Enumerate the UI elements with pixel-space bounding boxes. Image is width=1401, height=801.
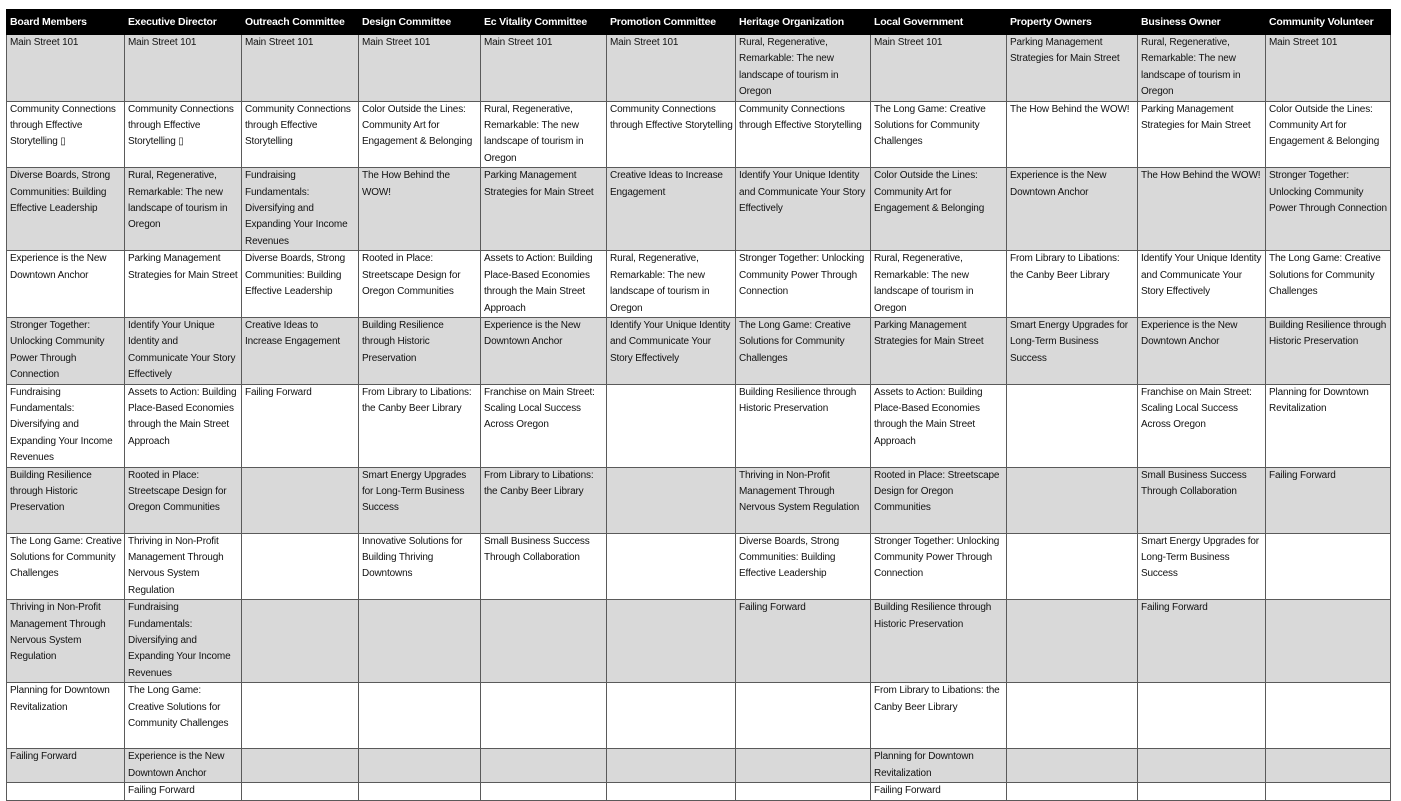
table-cell[interactable]: Diverse Boards, Strong Communities: Building Effective Leadership [7,168,125,251]
table-cell[interactable]: Parking Management Strategies for Main Street [481,168,607,251]
table-cell[interactable]: Color Outside the Lines: Community Art for Engagement & Belonging [1266,101,1391,168]
table-cell[interactable]: Stronger Together: Unlocking Community Power Through Connection [7,317,125,384]
table-cell[interactable]: Identify Your Unique Identity and Communicate Your Story Effectively [607,317,736,384]
table-cell[interactable]: Small Business Success Through Collaboration [481,533,607,600]
column-header: Board Members [7,10,125,35]
table-cell[interactable]: Fundraising Fundamentals: Diversifying and Expanding Your Income Revenues [7,384,125,467]
table-cell[interactable] [607,533,736,600]
table-cell[interactable]: Rooted in Place: Streetscape Design for Oregon Communities [359,251,481,318]
table-cell[interactable]: Rural, Regenerative, Remarkable: The new landscape of tourism in Oregon [607,251,736,318]
table-cell[interactable] [607,600,736,683]
table-cell[interactable]: Creative Ideas to Increase Engagement [242,317,359,384]
table-cell[interactable]: Main Street 101 [1266,35,1391,102]
table-cell[interactable]: Parking Management Strategies for Main Street [125,251,242,318]
table-cell[interactable]: Building Resilience through Historic Preservation [736,384,871,467]
table-cell[interactable]: Parking Management Strategies for Main Street [1007,35,1138,102]
table-cell[interactable]: Franchise on Main Street: Scaling Local Success Across Oregon [481,384,607,467]
table-cell[interactable]: Smart Energy Upgrades for Long-Term Business Success [1138,533,1266,600]
table-cell[interactable]: Rural, Regenerative, Remarkable: The new landscape of tourism in Oregon [125,168,242,251]
table-cell[interactable]: Small Business Success Through Collaboration [1138,467,1266,533]
table-cell[interactable] [242,749,359,783]
table-cell[interactable] [1007,533,1138,600]
table-cell[interactable]: Smart Energy Upgrades for Long-Term Business Success [1007,317,1138,384]
table-cell[interactable]: The Long Game: Creative Solutions for Community Challenges [7,533,125,600]
table-cell[interactable] [1138,683,1266,749]
column-header: Outreach Committee [242,10,359,35]
column-header: Local Government [871,10,1007,35]
table-row [7,533,1391,600]
table-cell[interactable] [1266,533,1391,600]
table-cell[interactable] [1007,783,1138,801]
table-cell[interactable] [1138,783,1266,801]
table-cell[interactable]: Main Street 101 [871,35,1007,102]
table-row [7,101,1391,168]
table-cell[interactable]: Community Connections through Effective Storytelling ▯ [7,101,125,168]
table-cell[interactable] [607,467,736,533]
table-cell[interactable] [607,749,736,783]
table-cell[interactable] [481,783,607,801]
table-cell[interactable] [481,600,607,683]
table-cell[interactable] [1266,683,1391,749]
table-cell[interactable]: Parking Management Strategies for Main Street [1138,101,1266,168]
table-cell[interactable] [1007,749,1138,783]
table-cell[interactable]: Failing Forward [1138,600,1266,683]
table-cell[interactable]: Diverse Boards, Strong Communities: Building Effective Leadership [736,533,871,600]
table-cell[interactable] [1138,749,1266,783]
table-cell[interactable]: Planning for Downtown Revitalization [871,749,1007,783]
column-header: Business Owner [1138,10,1266,35]
table-cell[interactable]: Stronger Together: Unlocking Community Power Through Connection [1266,168,1391,251]
table-cell[interactable]: From Library to Libations: the Canby Beer Library [359,384,481,467]
table-cell[interactable]: Rooted in Place: Streetscape Design for Oregon Communities [871,467,1007,533]
table-cell[interactable]: Failing Forward [736,600,871,683]
table-row [7,317,1391,384]
column-header: Design Committee [359,10,481,35]
table-cell[interactable]: Assets to Action: Building Place-Based Economies through the Main Street Approach [871,384,1007,467]
column-header: Promotion Committee [607,10,736,35]
table-cell[interactable] [242,533,359,600]
column-header: Community Volunteer [1266,10,1391,35]
table-cell[interactable]: Main Street 101 [359,35,481,102]
table-cell[interactable]: Experience is the New Downtown Anchor [1138,317,1266,384]
table-cell[interactable]: The Long Game: Creative Solutions for Community Challenges [736,317,871,384]
header-row-group [7,10,1391,35]
table-cell[interactable]: Experience is the New Downtown Anchor [1007,168,1138,251]
table-cell[interactable] [481,683,607,749]
table-cell[interactable]: Stronger Together: Unlocking Community Power Through Connection [871,533,1007,600]
table-cell[interactable]: Identify Your Unique Identity and Communicate Your Story Effectively [736,168,871,251]
table-cell[interactable]: Identify Your Unique Identity and Communicate Your Story Effectively [125,317,242,384]
table-cell[interactable] [359,749,481,783]
table-cell[interactable]: Main Street 101 [481,35,607,102]
table-cell[interactable] [242,600,359,683]
table-cell[interactable] [607,683,736,749]
table-cell[interactable]: Main Street 101 [607,35,736,102]
table-cell[interactable]: Community Connections through Effective Storytelling ▯ [125,101,242,168]
table-cell[interactable]: The How Behind the WOW! [359,168,481,251]
table-cell[interactable]: Experience is the New Downtown Anchor [7,251,125,318]
table-cell[interactable]: Main Street 101 [125,35,242,102]
table-cell[interactable]: Fundraising Fundamentals: Diversifying and Expanding Your Income Revenues [242,168,359,251]
column-header: Property Owners [1007,10,1138,35]
table-cell[interactable]: The How Behind the WOW! [1138,168,1266,251]
table-cell[interactable]: Building Resilience through Historic Preservation [7,467,125,533]
table-cell[interactable] [1266,783,1391,801]
table-cell[interactable]: The Long Game: Creative Solutions for Community Challenges [125,683,242,749]
table-cell[interactable] [7,783,125,801]
table-cell[interactable]: Color Outside the Lines: Community Art for Engagement & Belonging [359,101,481,168]
table-cell[interactable] [1007,683,1138,749]
session-grid [6,9,1391,801]
table-cell[interactable] [736,683,871,749]
table-cell[interactable] [242,467,359,533]
table-row [7,783,1391,801]
table-cell[interactable]: Stronger Together: Unlocking Community Power Through Connection [736,251,871,318]
table-cell[interactable]: Thriving in Non-Profit Management Through Nervous System Regulation [125,533,242,600]
table-cell[interactable]: Building Resilience through Historic Preservation [871,600,1007,683]
table-cell[interactable]: Community Connections through Effective Storytelling [242,101,359,168]
table-cell[interactable]: Diverse Boards, Strong Communities: Building Effective Leadership [242,251,359,318]
table-cell[interactable]: Experience is the New Downtown Anchor [125,749,242,783]
table-cell[interactable] [1007,467,1138,533]
table-cell[interactable] [1007,600,1138,683]
table-row [7,168,1391,251]
grid-body [7,35,1391,801]
table-cell[interactable]: Creative Ideas to Increase Engagement [607,168,736,251]
table-cell[interactable] [1266,600,1391,683]
table-cell[interactable]: Planning for Downtown Revitalization [1266,384,1391,467]
table-cell[interactable]: Failing Forward [7,749,125,783]
table-cell[interactable] [607,783,736,801]
table-cell[interactable]: Experience is the New Downtown Anchor [481,317,607,384]
table-cell[interactable]: Community Connections through Effective Storytelling [736,101,871,168]
header-row [7,10,1391,35]
table-row [7,384,1391,467]
table-cell[interactable]: The Long Game: Creative Solutions for Community Challenges [1266,251,1391,318]
table-cell[interactable] [1266,749,1391,783]
table-cell[interactable]: Building Resilience through Historic Preservation [359,317,481,384]
table-cell[interactable]: Color Outside the Lines: Community Art for Engagement & Belonging [871,168,1007,251]
column-header: Executive Director [125,10,242,35]
table-cell[interactable]: Community Connections through Effective Storytelling [607,101,736,168]
table-cell[interactable] [242,783,359,801]
table-cell[interactable]: Thriving in Non-Profit Management Through Nervous System Regulation [736,467,871,533]
table-cell[interactable] [736,783,871,801]
table-cell[interactable]: Parking Management Strategies for Main Street [871,317,1007,384]
table-cell[interactable] [1007,384,1138,467]
table-cell[interactable]: From Library to Libations: the Canby Beer Library [871,683,1007,749]
table-row [7,600,1391,683]
table-cell[interactable] [359,600,481,683]
table-cell[interactable]: Identify Your Unique Identity and Communicate Your Story Effectively [1138,251,1266,318]
table-cell[interactable]: From Library to Libations: the Canby Beer Library [1007,251,1138,318]
table-cell[interactable]: Innovative Solutions for Building Thriving Downtowns [359,533,481,600]
table-cell[interactable]: Rooted in Place: Streetscape Design for Oregon Communities [125,467,242,533]
table-cell[interactable]: Main Street 101 [7,35,125,102]
table-cell[interactable] [736,749,871,783]
table-row [7,35,1391,102]
table-cell[interactable] [607,384,736,467]
table-cell[interactable]: Thriving in Non-Profit Management Through Nervous System Regulation [7,600,125,683]
table-cell[interactable] [242,683,359,749]
table-cell[interactable]: Failing Forward [125,783,242,801]
table-cell[interactable]: Rural, Regenerative, Remarkable: The new landscape of tourism in Oregon [481,101,607,168]
table-cell[interactable] [359,783,481,801]
table-cell[interactable]: Main Street 101 [242,35,359,102]
table-cell[interactable]: Rural, Regenerative, Remarkable: The new landscape of tourism in Oregon [1138,35,1266,102]
table-cell[interactable] [481,749,607,783]
table-cell[interactable]: The Long Game: Creative Solutions for Community Challenges [871,101,1007,168]
table-cell[interactable]: Building Resilience through Historic Preservation [1266,317,1391,384]
table-cell[interactable]: Planning for Downtown Revitalization [7,683,125,749]
table-cell[interactable]: Failing Forward [1266,467,1391,533]
table-cell[interactable]: Smart Energy Upgrades for Long-Term Business Success [359,467,481,533]
table-cell[interactable] [359,683,481,749]
table-cell[interactable]: From Library to Libations: the Canby Beer Library [481,467,607,533]
table-cell[interactable]: The How Behind the WOW! [1007,101,1138,168]
table-row [7,467,1391,533]
table-cell[interactable]: Assets to Action: Building Place-Based Economies through the Main Street Approach [125,384,242,467]
table-cell[interactable]: Failing Forward [242,384,359,467]
column-header: Heritage Organization [736,10,871,35]
column-header: Ec Vitality Committee [481,10,607,35]
table-row [7,749,1391,783]
table-cell[interactable]: Franchise on Main Street: Scaling Local Success Across Oregon [1138,384,1266,467]
table-cell[interactable]: Rural, Regenerative, Remarkable: The new landscape of tourism in Oregon [871,251,1007,318]
table-cell[interactable]: Assets to Action: Building Place-Based Economies through the Main Street Approach [481,251,607,318]
table-row [7,683,1391,749]
table-cell[interactable]: Fundraising Fundamentals: Diversifying and Expanding Your Income Revenues [125,600,242,683]
table-row [7,251,1391,318]
table-cell[interactable]: Rural, Regenerative, Remarkable: The new landscape of tourism in Oregon [736,35,871,102]
table-cell[interactable]: Failing Forward [871,783,1007,801]
